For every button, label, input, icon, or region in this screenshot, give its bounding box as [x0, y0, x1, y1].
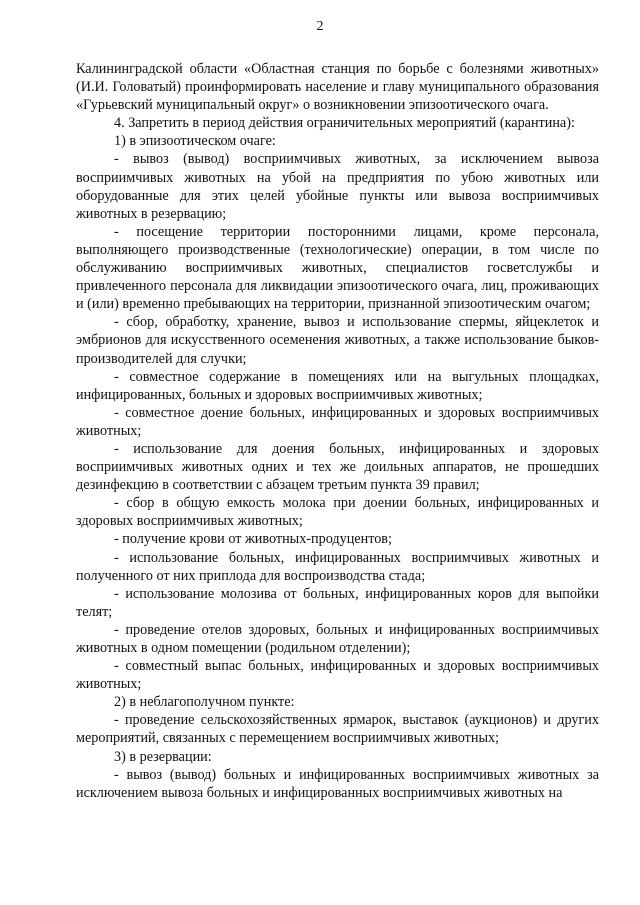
- paragraph: - получение крови от животных-продуцентов;: [114, 531, 392, 548]
- page-number: 2: [316, 19, 324, 34]
- paragraph: 4. Запретить в период действия ограничительных мероприятий (карантина):: [114, 115, 575, 132]
- paragraph: - проведение сельскохозяйственных ярмарок, выставок (аукционов) и других мероприятий, связанных с перемещением восприимчивых животных;: [76, 712, 599, 747]
- paragraph: - совместное доение больных, инфицированных и здоровых восприимчивых животных;: [76, 404, 599, 439]
- paragraph: - проведение отелов здоровых, больных и инфицированных восприимчивых животных в одном помещении (родильном отделении);: [76, 621, 599, 656]
- paragraph: 3) в резервации:: [114, 748, 212, 765]
- document-body: [76, 60, 599, 802]
- paragraph: - сбор, обработку, хранение, вывоз и использование спермы, яйцеклеток и эмбрионов для искусственного осеменения животных, а также использование быков-производителей для случки;: [76, 314, 599, 367]
- paragraph: - использование молозива от больных, инфицированных коров для выпойки телят;: [76, 585, 599, 620]
- paragraph: - вывоз (вывод) восприимчивых животных, за исключением вывоза восприимчивых животных на убой на предприятия по убою животных или оборудованные для этих целей убойные пункты или вывоза восприимчивых животных в резервацию;: [76, 151, 599, 222]
- paragraph: - использование для доения больных, инфицированных и здоровых восприимчивых животных одних и тех же доильных аппаратов, не прошедших дезинфекцию в соответствии с абзацем третьим пункта 39 правил;: [76, 440, 599, 494]
- paragraph: - совместный выпас больных, инфицированных и здоровых восприимчивых животных;: [76, 658, 599, 693]
- paragraph: - сбор в общую емкость молока при доении больных, инфицированных и здоровых восприимчивых животных;: [76, 495, 599, 530]
- paragraph: Калининградской области «Областная станция по борьбе с болезнями животных» (И.И. Головатый) проинформировать население и главу муниципального образования «Гурьевский муниципальный округ» о возникновении эпизоотического очага.: [76, 61, 599, 114]
- paragraph: - вывоз (вывод) больных и инфицированных восприимчивых животных за исключением вывоза больных и инфицированных восприимчивых животных на: [76, 766, 599, 801]
- paragraph: - посещение территории посторонними лицами, кроме персонала, выполняющего производственные (технологические) операции, в том числе по обслуживанию восприимчивых животных, специалистов госветслужбы и привлеченного персонала для ликвидации эпизоотического очага, лиц, проживающих и (или) временно пребывающих на территории, признанной эпизоотическим очагом;: [76, 223, 599, 313]
- paragraph: - совместное содержание в помещениях или на выгульных площадках, инфицированных, больных и здоровых восприимчивых животных;: [76, 368, 599, 403]
- paragraph: 2) в неблагополучном пункте:: [114, 694, 295, 711]
- paragraph: - использование больных, инфицированных восприимчивых животных и полученного от них приплода для воспроизводства стада;: [76, 549, 599, 584]
- paragraph: 1) в эпизоотическом очаге:: [114, 133, 276, 150]
